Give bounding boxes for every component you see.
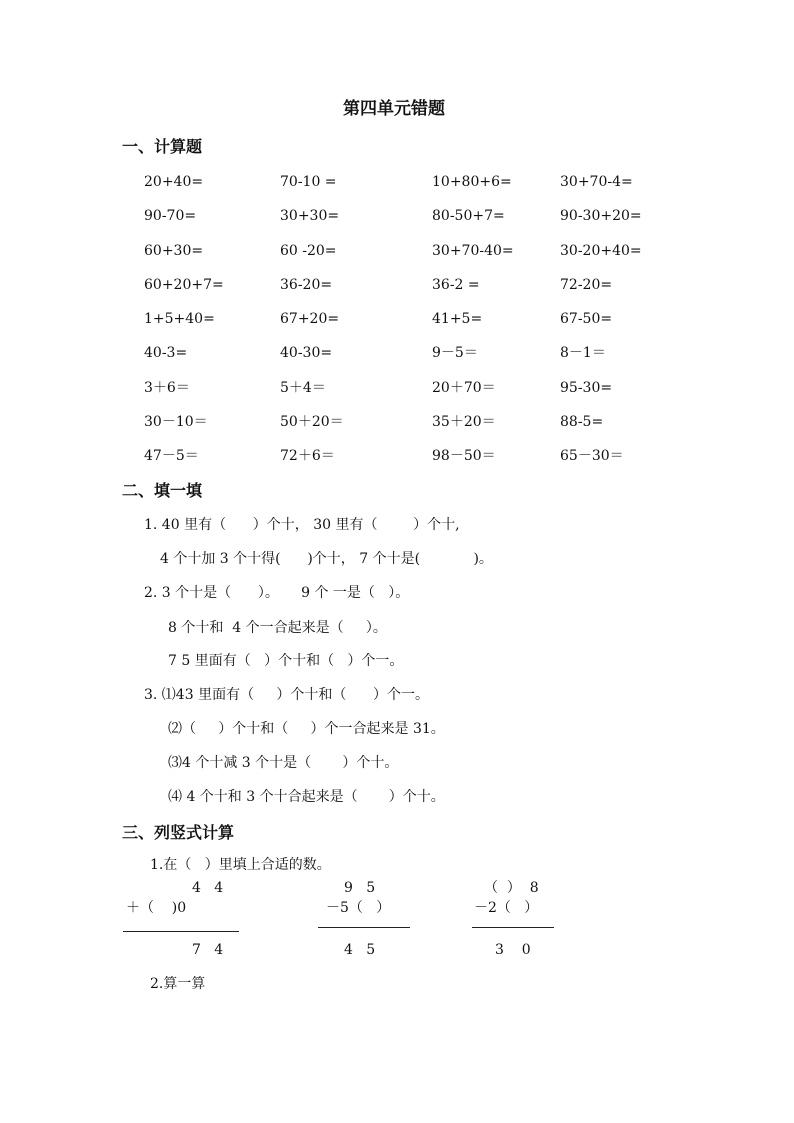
fill-line-8: ⑶4 个十减 3 个十是（ ）个十。 [168, 755, 399, 771]
problem-3-top: （ ） 8 [484, 880, 539, 896]
problem-2-top: 9 5 [344, 880, 376, 896]
calc-problem: 5＋4＝ [280, 379, 326, 396]
fill-line-5: 7 5 里面有（ ）个十和（ ）个一。 [168, 653, 404, 669]
calc-problem: 20+40= [144, 174, 204, 190]
fill-line-3: 2. 3 个十是（ ）。 9 个 一是（ ）。 [144, 585, 410, 601]
calc-problem: 3＋6＝ [144, 379, 190, 396]
calc-problem: 20＋70＝ [432, 379, 496, 396]
calc-problem: 90-70= [144, 208, 197, 225]
calc-problem: 65－30＝ [560, 448, 624, 464]
fill-line-4: 8 个十和 4 个一合起来是（ ）。 [168, 620, 387, 636]
calc-problem: 36-20= [280, 276, 333, 293]
calc-problem: 80-50+7= [432, 208, 505, 225]
vertical-subtitle-2: 2.算一算 [150, 976, 206, 992]
fill-line-1: 1. 40 里有（ ）个十， 30 里有（ ）个十, [144, 517, 460, 533]
calc-problem: 35＋20＝ [432, 413, 496, 430]
calc-problem: 41+5= [432, 311, 483, 327]
problem-3-op: －2（ ） [474, 900, 539, 916]
fill-line-7: ⑵（ ）个十和（ ）个一合起来是 31。 [168, 721, 445, 737]
problem-1-op: ＋（ )0 [126, 900, 187, 916]
calc-problem: 67-50= [560, 311, 613, 327]
calc-problem: 40-30= [280, 345, 333, 362]
calc-problem: 70-10 = [280, 174, 337, 190]
page-title: 第四单元错题 [343, 99, 445, 119]
calc-problem: 30+70-40= [432, 242, 514, 259]
calc-problem: 9－5＝ [432, 345, 478, 362]
calc-problem: 30－10＝ [144, 413, 208, 430]
problem-1-result: 7 4 [192, 942, 224, 958]
fill-line-6: 3. ⑴43 里面有（ ）个十和（ ）个一。 [144, 687, 430, 703]
calc-problem: 60 -20= [280, 242, 337, 259]
problem-2-op: －5（ ） [326, 900, 391, 916]
calc-problem: 1+5+40= [144, 311, 215, 327]
problem-3-result: 3 0 [495, 942, 531, 958]
calc-problem: 60+20+7= [144, 276, 224, 293]
problem-2-result: 4 5 [344, 942, 376, 958]
section-fill-heading: 二、填一填 [122, 481, 203, 500]
calc-problem: 90-30+20= [560, 208, 642, 225]
calc-problem: 36-2 = [432, 276, 480, 293]
calc-problem: 60+30= [144, 242, 204, 259]
calc-problem: 8－1＝ [560, 345, 606, 362]
section-vertical-heading: 三、列竖式计算 [122, 823, 235, 842]
problem-1-rule [123, 931, 239, 932]
calc-problem: 30+70-4= [560, 174, 633, 190]
vertical-subtitle-1: 1.在（ ）里填上合适的数。 [150, 857, 331, 873]
calc-problem: 72-20= [560, 276, 613, 293]
fill-line-9: ⑷ 4 个十和 3 个十合起来是（ ）个十。 [168, 789, 445, 805]
calc-problem: 47－5＝ [144, 448, 199, 464]
section-calc-heading: 一、计算题 [122, 137, 203, 156]
calc-problem: 30+30= [280, 208, 340, 225]
calc-problem: 67+20= [280, 311, 340, 327]
calc-problem: 95-30= [560, 379, 613, 396]
fill-line-2: 4 个十加 3 个十得( )个十， 7 个十是( )。 [160, 551, 493, 567]
calc-problem: 40-3= [144, 345, 188, 362]
calc-problem: 72＋6＝ [280, 448, 335, 464]
calc-problem: 30-20+40= [560, 242, 642, 259]
problem-1-top: 4 4 [192, 880, 224, 896]
problem-2-rule [318, 927, 410, 928]
calc-problem: 10+80+6= [432, 174, 512, 190]
calc-problem: 88-5= [560, 413, 604, 430]
calc-problem: 50＋20＝ [280, 413, 344, 430]
problem-3-rule [472, 927, 554, 928]
calc-problem: 98－50＝ [432, 448, 496, 464]
